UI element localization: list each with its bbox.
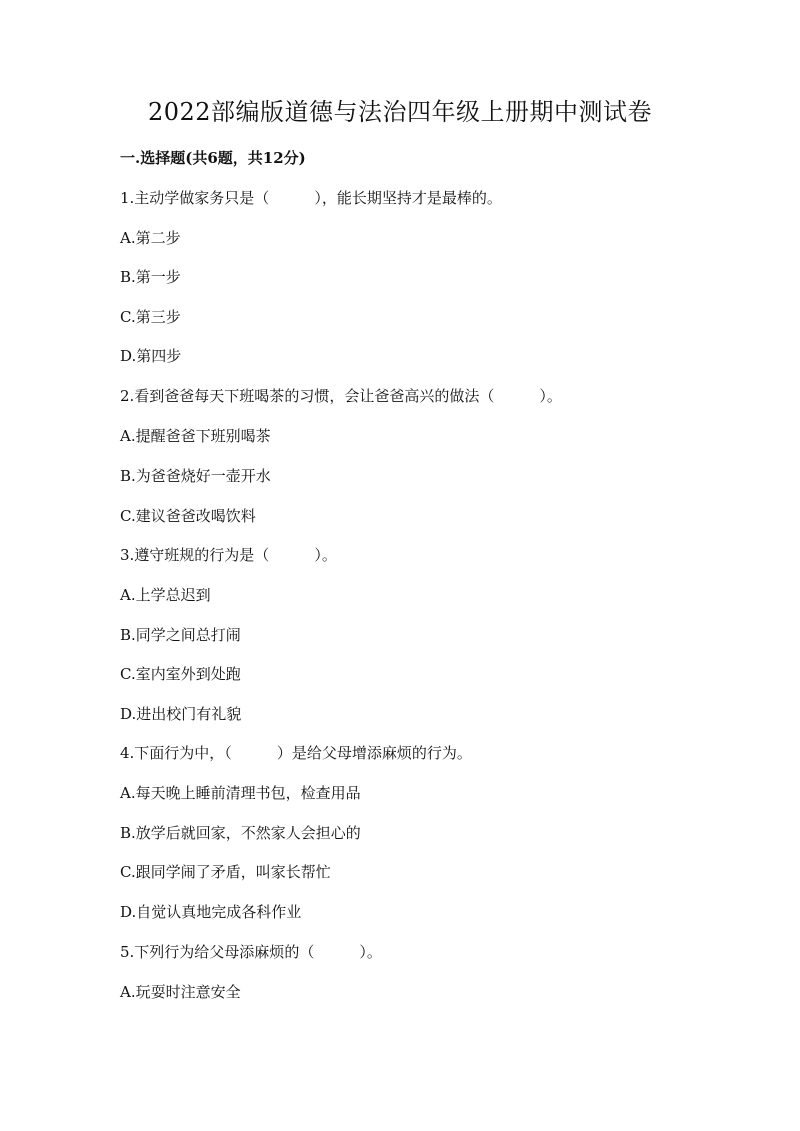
question-4-option-d: D.自觉认真地完成各科作业 [120, 903, 302, 921]
question-1-option-c: C.第三步 [120, 308, 181, 326]
question-1-option-d: D.第四步 [120, 347, 182, 365]
question-4-option-c: C.跟同学闹了矛盾，叫家长帮忙 [120, 863, 331, 881]
question-3-option-b: B.同学之间总打闹 [120, 626, 241, 644]
question-2-stem: 2.看到爸爸每天下班喝茶的习惯，会让爸爸高兴的做法（ ）。 [120, 387, 562, 405]
question-3-stem: 3.遵守班规的行为是（ ）。 [120, 546, 337, 564]
question-5-option-a: A.玩耍时注意安全 [120, 983, 241, 1001]
question-4-stem: 4.下面行为中，（ ）是给父母增添麻烦的行为。 [120, 744, 472, 762]
question-3-option-a: A.上学总迟到 [120, 586, 211, 604]
question-3-option-d: D.进出校门有礼貌 [120, 705, 242, 723]
question-2-option-b: B.为爸爸烧好一壶开水 [120, 467, 271, 485]
section-heading: 一.选择题(共6题，共12分) [120, 149, 306, 167]
page-title: 2022部编版道德与法治四年级上册期中测试卷 [147, 98, 653, 126]
question-5-stem: 5.下列行为给父母添麻烦的（ ）。 [120, 943, 382, 961]
question-3-option-c: C.室内室外到处跑 [120, 665, 241, 683]
question-1-stem: 1.主动学做家务只是（ ），能长期坚持才是最棒的。 [120, 189, 502, 207]
question-2-option-c: C.建议爸爸改喝饮料 [120, 507, 256, 525]
question-2-option-a: A.提醒爸爸下班别喝茶 [120, 427, 271, 445]
question-1-option-a: A.第二步 [120, 229, 181, 247]
question-4-option-a: A.每天晚上睡前清理书包，检查用品 [120, 784, 361, 802]
question-4-option-b: B.放学后就回家，不然家人会担心的 [120, 824, 361, 842]
question-1-option-b: B.第一步 [120, 268, 181, 286]
